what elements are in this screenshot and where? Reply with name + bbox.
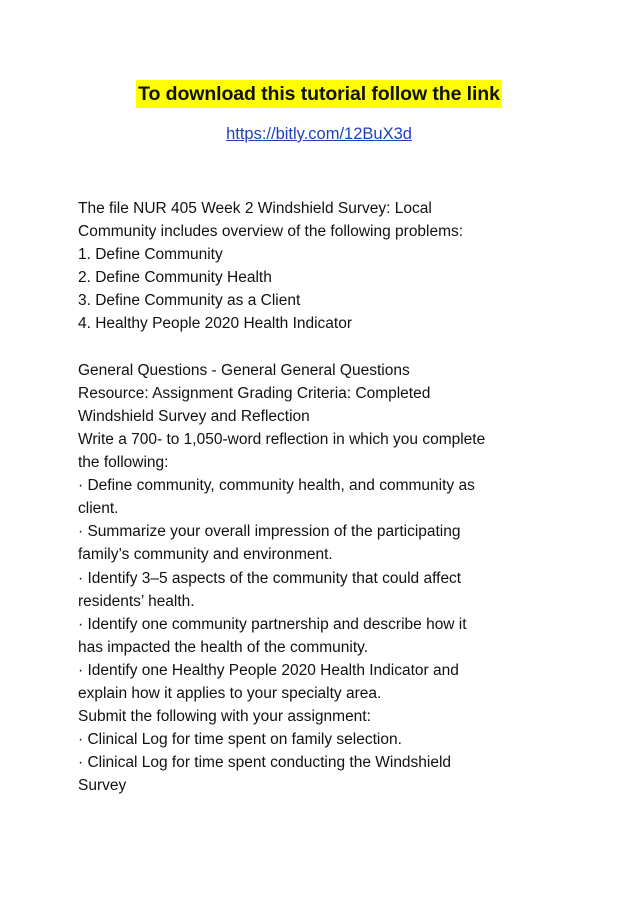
bullet-item: · Clinical Log for time spent conducting the Windshield (78, 754, 452, 772)
list-item: 4. Healthy People 2020 Health Indicator (78, 315, 353, 333)
bullet-item: · Identify one Healthy People 2020 Health Indicator and (78, 661, 459, 679)
bullet-item: · Summarize your overall impression of the participating (78, 523, 461, 541)
text-line: Community includes overview of the following problems: (78, 223, 464, 241)
bullet-item: · Clinical Log for time spent on family selection. (78, 731, 402, 749)
text-line: The file NUR 405 Week 2 Windshield Survey: Local (78, 200, 432, 217)
text-line: client. (78, 500, 119, 518)
text-line: residents’ health. (78, 592, 195, 610)
text-line: has impacted the health of the community. (78, 638, 369, 656)
text-line: Write a 700- to 1,050-word reflection in which you complete (78, 430, 486, 448)
list-item: 3. Define Community as a Client (78, 292, 301, 310)
bullet-item: · Define community, community health, and community as (78, 477, 475, 495)
download-heading: To download this tutorial follow the link (136, 80, 502, 108)
text-line: the following: (78, 454, 169, 472)
paragraph-spacer (78, 336, 578, 359)
text-line: Survey (78, 777, 127, 795)
body-text (78, 197, 578, 797)
text-line: Resource: Assignment Grading Criteria: Completed (78, 384, 431, 402)
text-line: Submit the following with your assignment: (78, 708, 371, 726)
tutorial-link[interactable]: https://bitly.com/12BuX3d (226, 125, 412, 143)
link-container (0, 122, 638, 146)
bullet-item: · Identify 3–5 aspects of the community that could affect (78, 569, 462, 587)
heading-container (0, 80, 638, 108)
text-line: Windshield Survey and Reflection (78, 407, 310, 425)
bullet-item: · Identify one community partnership and describe how it (78, 615, 467, 633)
list-item: 1. Define Community (78, 246, 223, 264)
text-line: explain how it applies to your specialty area. (78, 684, 382, 702)
text-line: General Questions - General General Questions (78, 361, 410, 379)
text-line: family’s community and environment. (78, 546, 333, 564)
list-item: 2. Define Community Health (78, 269, 272, 287)
